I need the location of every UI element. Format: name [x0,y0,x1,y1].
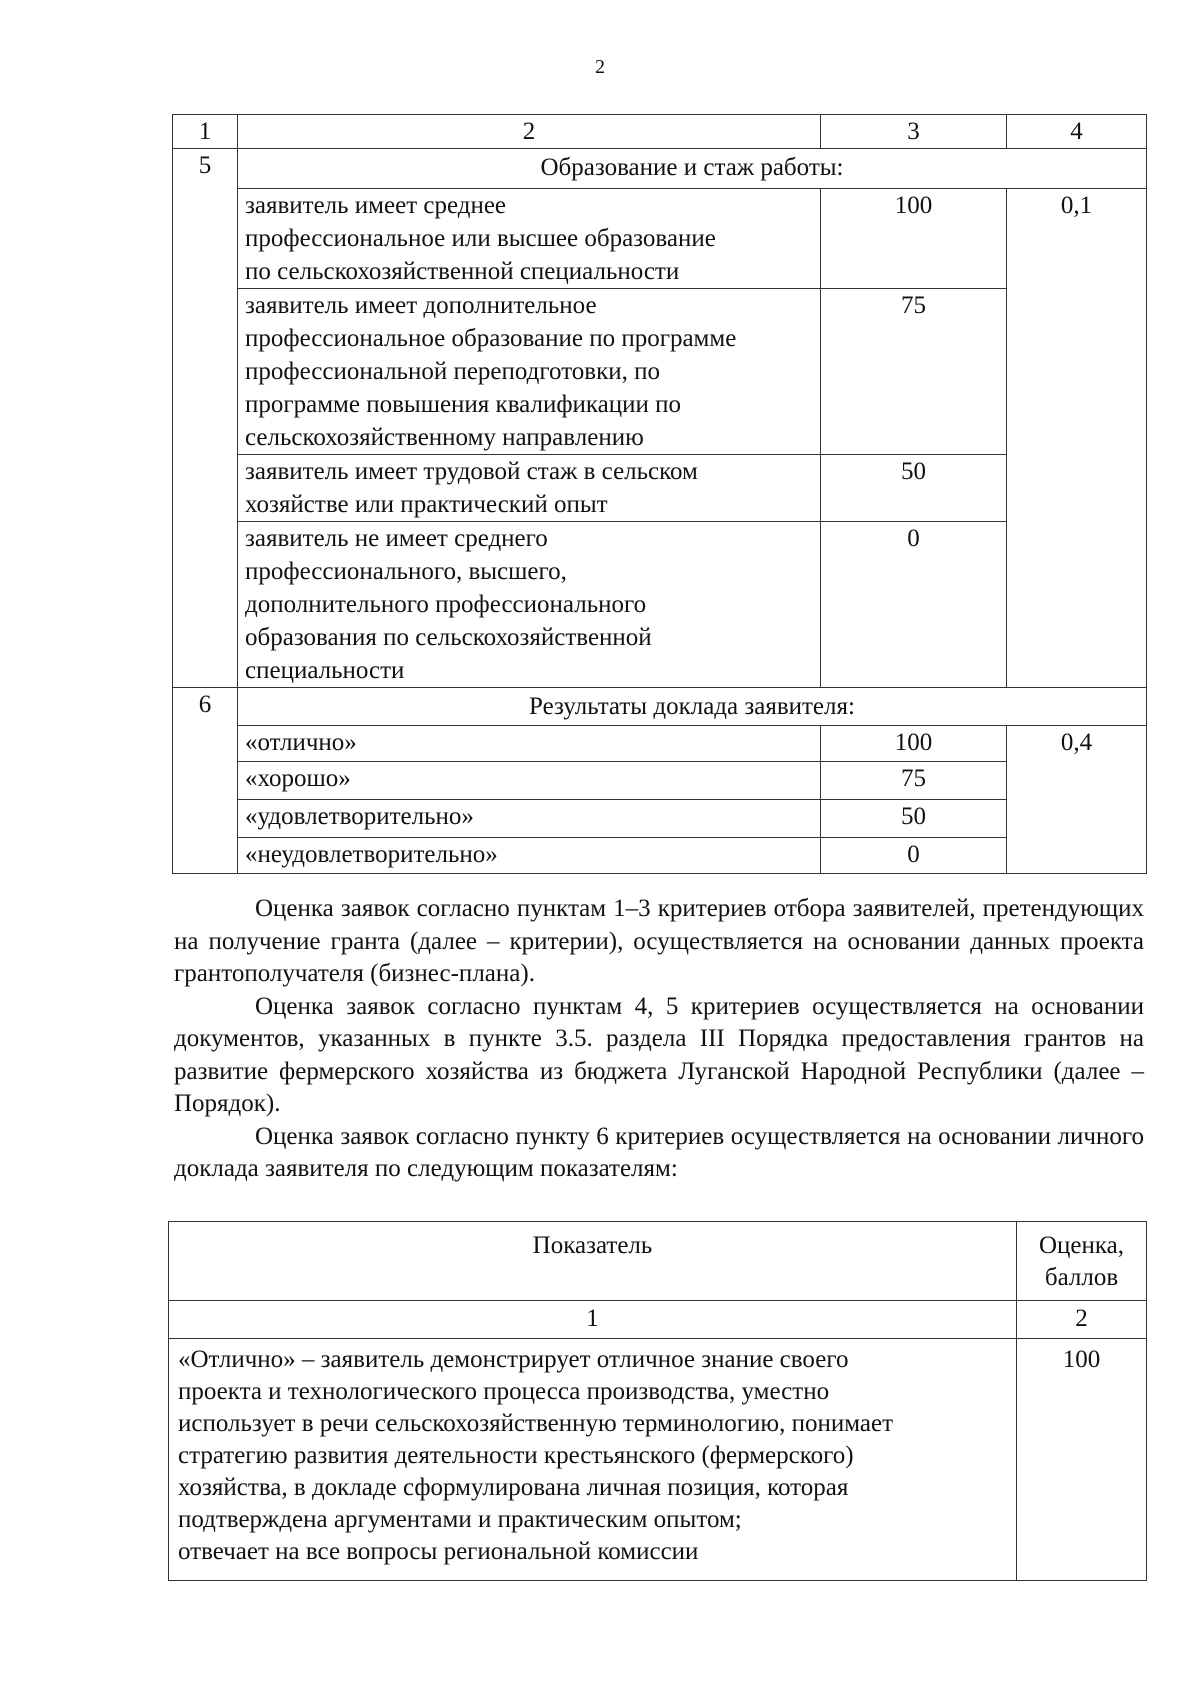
criteria-line: заявитель не имеет среднего [245,525,548,552]
indicator-line: проекта и технологического процесса производства, уместно [178,1378,830,1405]
criteria-score: 50 [821,800,1007,838]
criteria-line: заявитель имеет среднее [245,192,507,219]
section-title-row [173,149,1147,189]
criteria-description [238,289,821,455]
criteria-table [172,114,1147,874]
criteria-line: образования по сельскохозяйственной [245,624,652,651]
criteria-row [173,455,1147,522]
indicator-table [168,1221,1147,1581]
criteria-line: по сельскохозяйственной специальности [245,258,680,285]
criteria-header-col-1: 1 [173,115,238,149]
score-header-line: Оценка, [1038,1232,1125,1259]
score-header-line: баллов [1044,1264,1119,1291]
criteria-header-col-3: 3 [821,115,1007,149]
criteria-line: заявитель имеет трудовой стаж в сельском [245,458,698,485]
indicator-column-number: 2 [1017,1301,1147,1339]
criteria-description [238,455,821,522]
criteria-row [173,522,1147,688]
criteria-line: профессиональное образование по программе [245,325,737,352]
indicator-header-row [169,1222,1147,1301]
indicator-line: использует в речи сельскохозяйственную терминологию, понимает [178,1410,893,1437]
criteria-line: заявитель имеет дополнительное [245,292,597,319]
criteria-row [173,189,1147,289]
criteria-row [173,289,1147,455]
section-number: 5 [173,149,238,688]
indicator-row [169,1339,1147,1581]
criteria-description [238,189,821,289]
indicator-line: отвечает на все вопросы региональной комиссии [178,1538,699,1565]
indicator-column-numbers-row [169,1301,1147,1339]
criteria-header-col-2: 2 [238,115,821,149]
indicator-line: «Отлично» – заявитель демонстрирует отличное знание своего [178,1346,849,1373]
section-title: Результаты доклада заявителя: [238,688,1147,726]
criteria-line: программе повышения квалификации по [245,391,682,418]
indicator-line: подтверждена аргументами и практическим опытом; [178,1506,742,1533]
criteria-line: сельскохозяйственному направлению [245,424,644,451]
indicator-description [169,1339,1017,1581]
criteria-score: 0 [821,522,1007,688]
criteria-line: дополнительного профессионального [245,591,647,618]
criteria-line: профессионального, высшего, [245,558,567,585]
paragraph: Оценка заявок согласно пункту 6 критериев осуществляется на основании личного доклада заявителя по следующим показателям: [174,1122,1144,1182]
criteria-description [238,522,821,688]
criteria-description: «удовлетворительно» [238,800,821,838]
section-title-row [173,688,1147,726]
indicator-column-number: 1 [169,1301,1017,1339]
indicator-line: хозяйства, в докладе сформулирована личная позиция, которая [178,1474,849,1501]
page-number: 2 [595,56,605,78]
indicator-score: 100 [1017,1339,1147,1581]
criteria-score: 0 [821,838,1007,874]
criteria-score: 100 [821,189,1007,289]
criteria-score: 100 [821,726,1007,762]
criteria-row [173,762,1147,800]
criteria-description: «хорошо» [238,762,821,800]
criteria-score: 50 [821,455,1007,522]
criteria-row [173,838,1147,874]
criteria-score: 75 [821,762,1007,800]
section-title: Образование и стаж работы: [238,149,1147,189]
criteria-header-col-4: 4 [1007,115,1147,149]
section-weight: 0,1 [1007,189,1147,688]
criteria-description: «отлично» [238,726,821,762]
criteria-row [173,800,1147,838]
indicator-line: стратегию развития деятельности крестьянского (фермерского) [178,1442,854,1469]
score-header [1017,1222,1147,1301]
section-number: 6 [173,688,238,874]
criteria-line: профессиональной переподготовки, по [245,358,661,385]
criteria-score: 75 [821,289,1007,455]
criteria-header-row [173,115,1147,149]
criteria-line: профессиональное или высшее образование [245,225,716,252]
criteria-description: «неудовлетворительно» [238,838,821,874]
paragraph: Оценка заявок согласно пунктам 4, 5 критериев осуществляется на основании документов, указанных в пункте 3.5. раздела III Порядка предоставления грантов на развитие фермерского хозяйства из бюджета Луганской Народной Республики (далее – Порядок). [174,992,1144,1117]
paragraph: Оценка заявок согласно пунктам 1–3 критериев отбора заявителей, претендующих на получение гранта (далее – критерии), осуществляется на основании данных проекта грантополучателя (бизнес-плана). [174,895,1144,987]
criteria-line: хозяйстве или практический опыт [245,491,608,518]
indicator-header: Показатель [169,1222,1017,1301]
criteria-row [173,726,1147,762]
criteria-line: специальности [245,657,405,684]
body-text [174,893,1144,1186]
section-weight: 0,4 [1007,726,1147,874]
